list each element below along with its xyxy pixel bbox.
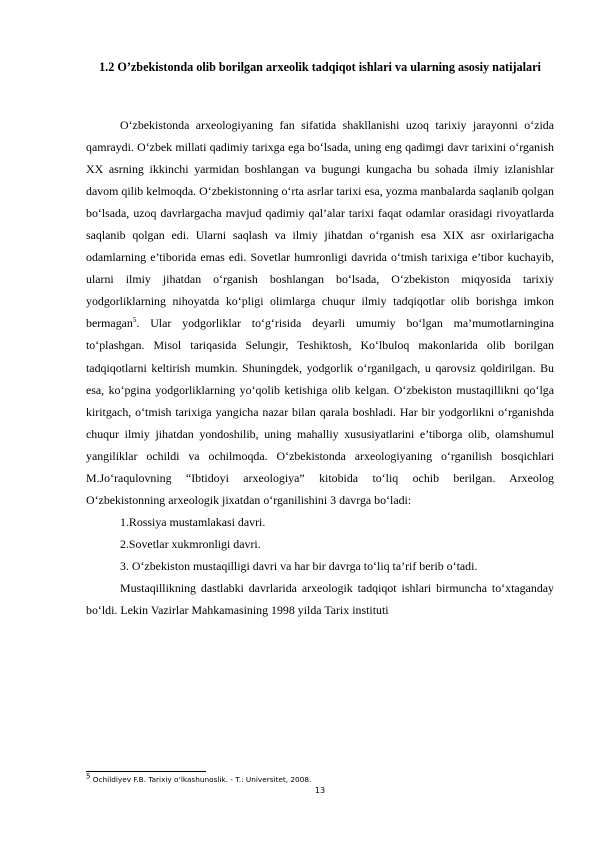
footnote-marker: 5 [86,772,91,781]
footnote-separator [86,771,206,772]
list-item: 2.Sovetlar xukmronligi davri. [120,536,261,551]
paragraph: Mustaqillikning dastlabki davrlarida arxeologik tadqiqot ishlari birmuncha to‘xtaganday bo‘ldi. Lekin Vazirlar Mahkamasining 1998 yilda Tarix instituti [86,580,554,618]
paragraph-text-continued: . Ular yodgorliklar to‘g‘risida deyarli umumiy bo‘lgan ma’mumotlarningina to‘plashgan. Misol tariqasida Selungir, Teshiktosh, Ko‘lbuloq makonlarida olib borilgan tadqiqotlarni keltirish mumkin. Shuningdek, yodgorlik o‘rganilgach, u qarovsiz qoldirilgan. Bu esa, ko‘pgina yodgorliklarning yo‘qolib ketishiga olib kelgan. O‘zbekiston mustaqillikni qo‘lga kiritgach, o‘tmish tarixiga yangicha nazar bilan qarala boshladi. Har bir yodgorlikni o‘rganishda chuqur ilmiy jihatdan yondoshilib, uning mahalliy xususiyatlarini e’tiborga olib, olamshumul yangiliklar ochildi va ochilmoqda. O‘zbekistonda arxeologiyaning o‘rganilish bosqichlari M.Jo‘raqulovning “Ibtidoyi arxeologiya” kitobida to‘liq ochib berilgan. Arxeolog O‘zbekistonning arxeologik jixatdan o‘rganilishini 3 davrga bo‘ladi: [86,316,554,507]
paragraph [86,114,554,511]
list-item: 1.Rossiya mustamlakasi davri. [120,514,266,529]
section-heading: 1.2 O’zbekistonda olib borilgan arxeolik tadqiqot ishlari va ularning asosiy natijalari [99,60,541,74]
paragraph-text: O‘zbekistonda arxeologiyaning fan sifatida shakllanishi uzoq tarixiy jarayonni o‘zida qamraydi. O‘zbek millati qadimiy tarixga ega bo‘lsada, uning eng qadimgi davr tarixini o‘rganish XX asrning ikkinchi yarmidan boshlangan va bugungi kungacha bu sohada ilmiy izlanishlar davom qilib kelmoqda. O‘zbekistonning o‘rta asrlar tarixi esa, yozma manbalarda saqlanib qolgan bo‘lsada, uzoq davrlargacha mavjud qadimiy qal’alar tarixi faqat odamlar orasidagi rivoyatlarda saqlanib qolgan edi. Ularni saqlash va ilmiy jihatdan o‘rganish esa XIX asr oxirlarigacha odamlarning e’tiborida emas edi. Sovetlar humronligi davrida o‘tmish tarixiga e’tibor kuchayib, ularni ilmiy jihatdan o‘rganish boshlangan bo‘lsada, O‘zbekiston miqyosida tarixiy yodgorliklarning nihoyatda ko‘pligi olimlarga chuqur ilmiy tadqiqotlar olib borishga imkon bermagan [86,118,554,331]
list-item: 3. O‘zbekiston mustaqilligi davri va har bir davrga to‘liq ta’rif berib o‘tadi. [120,558,478,573]
footnote-text: Ochildiyev F.B. Tarixiy o‘lkashunoslik. - T.: Universitet, 2008. [90,775,312,784]
footnote [86,772,554,784]
page-number: 13 [314,786,326,795]
body-text [86,114,554,621]
footnote-reference[interactable]: 5 [132,316,137,325]
